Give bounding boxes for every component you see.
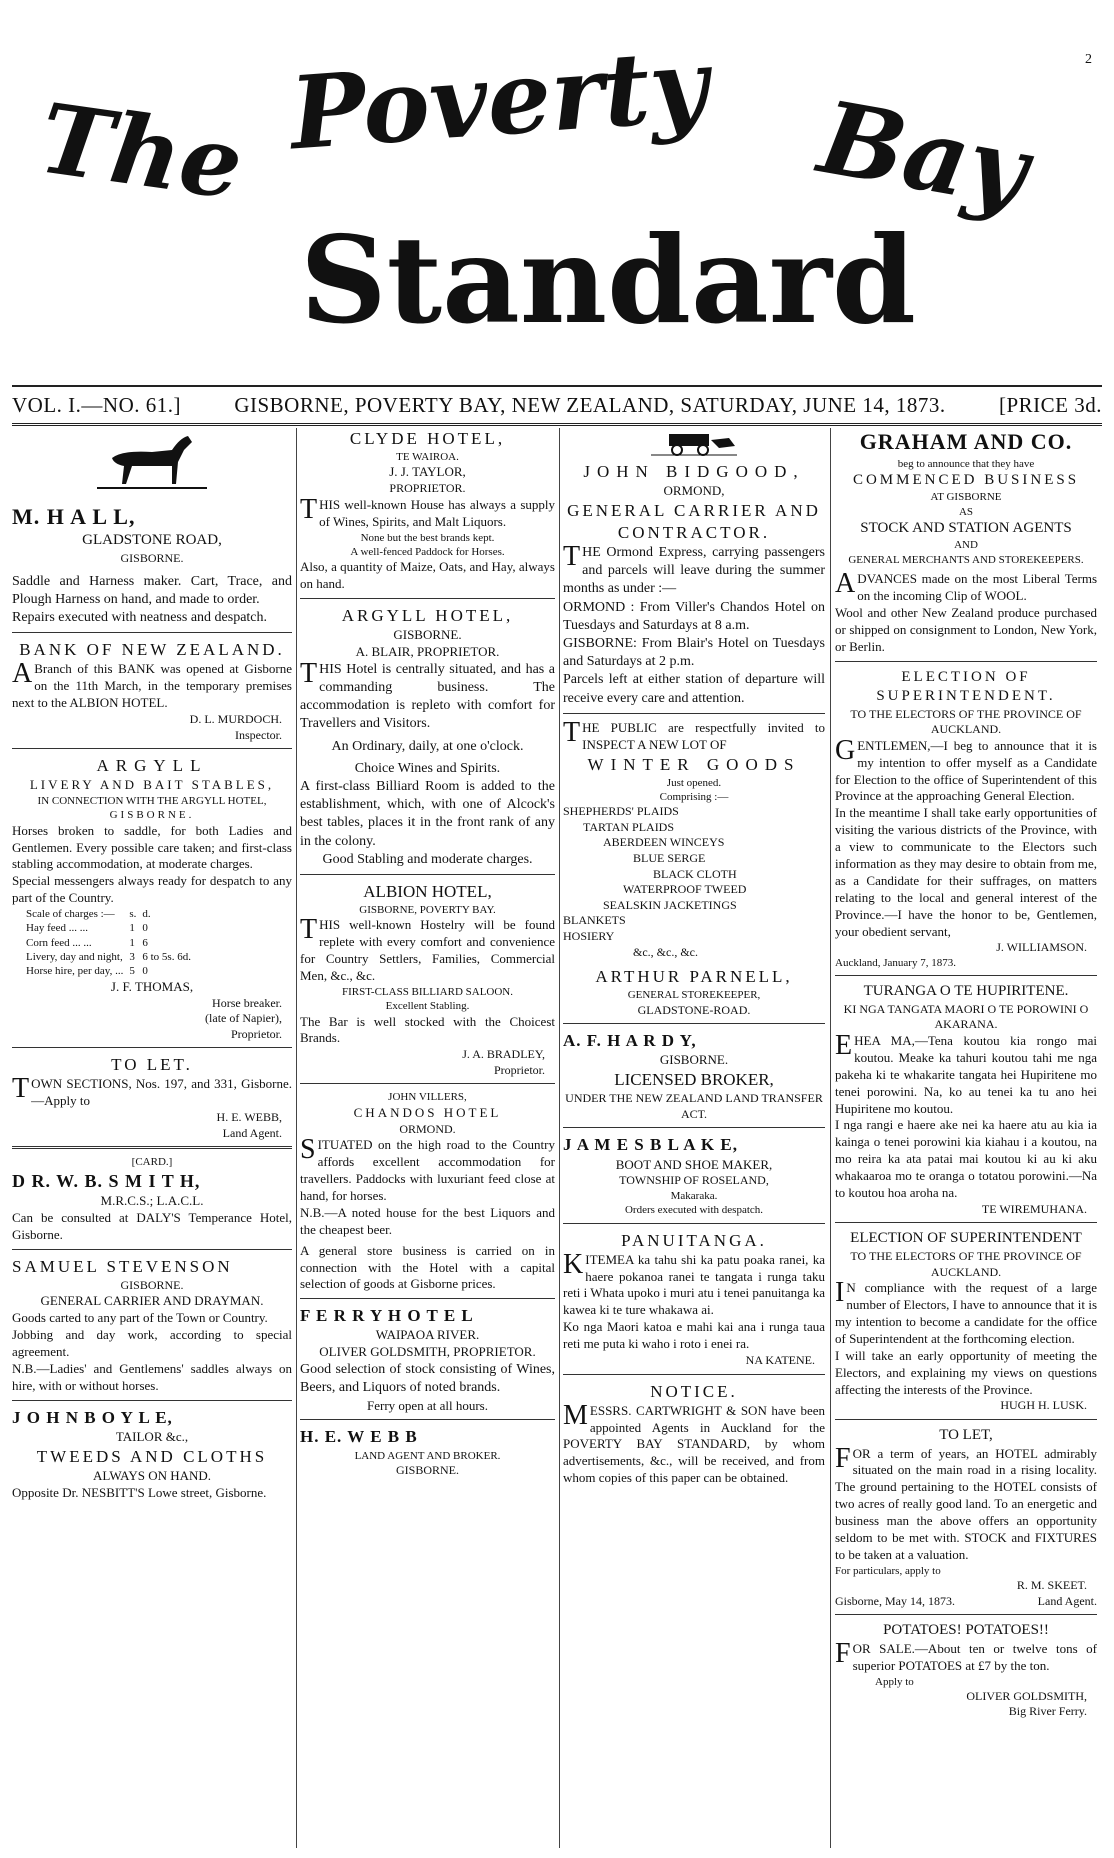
charge-label: Corn feed ... ...: [26, 936, 92, 949]
ad-stevenson-text1: Goods carted to any part of the Town or Country.: [12, 1310, 268, 1326]
ad-boyle-trade: TAILOR &c.,: [115, 1428, 189, 1444]
ad-argyll-sig2: Horse breaker.: [212, 995, 282, 1010]
ad-stevenson: [12, 1256, 292, 1401]
ad-bidgood-trade: GENERAL CARRIER AND CONTRACTOR.: [567, 500, 821, 542]
masthead-title-bay: Bay: [811, 77, 1037, 231]
list-item: BLUE SERGE: [633, 851, 706, 865]
ad-panuitanga: [563, 1230, 825, 1375]
dateline: [12, 385, 1102, 426]
ad-chandos-text: SITUATED on the high road to the Country affords excellent accommodation for travellers. Paddocks with luxuriant feed close at hand, for horses.: [300, 1134, 555, 1203]
charge-d: 6: [142, 936, 148, 949]
ad-albion-sig2: Proprietor.: [494, 1062, 545, 1077]
ad-clyde-hotel: [300, 428, 555, 599]
ad-tolet-hotel-text2: For particulars, apply to: [835, 1564, 941, 1577]
ad-graham-l6: AND: [954, 539, 978, 552]
ad-graham-l2: COMMENCED BUSINESS: [852, 471, 1080, 488]
list-item: BLACK CLOTH: [653, 866, 737, 881]
ad-graham: [835, 428, 1097, 662]
ad-blake-trade: BOOT AND SHOE MAKER,: [615, 1156, 773, 1172]
ad-chandos-title: CHANDOS HOTEL: [353, 1104, 502, 1120]
ad-smith: [12, 1155, 292, 1249]
ad-tolet-title: TO LET.: [111, 1055, 193, 1075]
ad-hall-town: GISBORNE.: [120, 550, 184, 565]
ad-argyll-sig: J. F. THOMAS,: [110, 978, 194, 994]
ad-election2-text2: I will take an early opportunity of meeting the Electors, and explaining my views on questions affecting the interests of the Province.: [835, 1347, 1097, 1397]
ad-ferry-place: WAIPAOA RIVER.: [375, 1327, 480, 1343]
ad-argyll-hotel: [300, 605, 555, 875]
list-item: BLANKETS: [563, 913, 626, 928]
ad-graham-text2: Wool and other New Zealand produce purchased or shipped on consignment to London, New York, or Berlin.: [835, 604, 1097, 654]
ad-tolet-hotel-date: Gisborne, May 14, 1873.: [835, 1593, 955, 1608]
list-item: TARTAN PLAIDS: [583, 819, 675, 834]
ad-election2-to: TO THE ELECTORS OF THE PROVINCE OF AUCKLAND.: [850, 1248, 1082, 1279]
ad-parnell-name: ARTHUR PARNELL,: [595, 967, 793, 987]
masthead: [0, 0, 1114, 378]
ad-ferry-prop: OLIVER GOLDSMITH, PROPRIETOR.: [319, 1344, 536, 1360]
ad-election1-sig: J. WILLIAMSON.: [996, 940, 1087, 955]
list-item: WATERPROOF TWEED: [623, 882, 747, 897]
charge-label: Livery, day and night,: [26, 951, 123, 964]
ad-stevenson-town: GISBORNE.: [120, 1277, 184, 1292]
ad-potatoes-text: FOR SALE.—About ten or twelve tons of superior POTATOES at £7 by the ton.: [835, 1637, 1097, 1673]
charges-head: Scale of charges :—: [26, 908, 115, 921]
column-rule: [559, 428, 560, 1848]
ad-bank-sig: D. L. MURDOCH.: [189, 711, 282, 726]
ad-panuitanga-text2: Ko nga Maori katoa e mahi kai ana i runga taua reti me puta ki waho i roto i enei ra.: [563, 1319, 825, 1352]
ad-bank-title: BANK OF NEW ZEALAND.: [19, 640, 285, 660]
ad-chandos-place: ORMOND.: [399, 1121, 456, 1136]
ad-albion-l1: FIRST-CLASS BILLIARD SALOON.: [341, 985, 514, 998]
ad-argyll-text2: Special messengers always ready for despatch to any part of the Country.: [12, 873, 292, 906]
charges-table: [26, 907, 197, 978]
ad-potatoes-title: POTATOES! POTATOES!!: [883, 1622, 1049, 1639]
ad-election1-date: Auckland, January 7, 1873.: [835, 957, 956, 969]
column-rule: [830, 428, 831, 1848]
charges-col-d: d.: [142, 908, 151, 921]
ad-argyll-hotel-l1: An Ordinary, daily, at one o'clock.: [331, 738, 524, 754]
ad-stevenson-name: SAMUEL STEVENSON: [12, 1256, 233, 1276]
ad-argyll-sig4: Proprietor.: [231, 1026, 282, 1041]
ad-blake-place2: Makaraka.: [670, 1189, 718, 1202]
ad-potatoes-text2: Apply to: [875, 1675, 914, 1688]
charge-s: 5: [129, 965, 135, 978]
ad-graham-l5: STOCK AND STATION AGENTS: [860, 519, 1072, 536]
ad-turanga-text2: I nga rangi e haere ake nei ka haere atu au kia ia kainga o tenei porowini kia kiahau i a koutou, na mo reira ka ata patai mai koutou ki au ki aku whakaaroa mo te oranga o totatou porowini.—Na to koutou hoa aroha na.: [835, 1117, 1097, 1200]
goods-list: [563, 804, 825, 960]
ad-election2-text: IN compliance with the request of a large number of Electors, I have to announce that it is my intention to become a candidate for the office of Superintendent at the forthcoming election.: [835, 1277, 1097, 1346]
page-number: 2: [1085, 52, 1092, 67]
ad-clyde-place: TE WAIROA.: [396, 451, 459, 464]
ad-stevenson-text2: Jobbing and day work, according to special agreement.: [12, 1327, 292, 1360]
ad-webb-name: H. E. W E B B: [300, 1427, 418, 1447]
ad-graham-l3: AT GISBORNE: [930, 491, 1002, 504]
coach-icon: [563, 428, 825, 461]
list-item: &c., &c., &c.: [633, 944, 698, 959]
ad-clyde-title: CLYDE HOTEL,: [349, 429, 506, 448]
ad-turanga-to: KI NGA TANGATA MAORI O TE POROWINI O AKARANA.: [843, 1001, 1089, 1032]
ad-tolet-hotel-sig2: Land Agent.: [1037, 1593, 1097, 1608]
ad-parnell-place: GLADSTONE-ROAD.: [637, 1002, 751, 1017]
ad-hall: [12, 428, 292, 633]
ad-albion-hotel: [300, 881, 555, 1085]
ad-hardy-text: UNDER THE NEW ZEALAND LAND TRANSFER ACT.: [565, 1091, 823, 1121]
ad-hall-text2: Repairs executed with neatness and despatch.: [12, 609, 268, 625]
ad-blake: [563, 1134, 825, 1223]
list-item: ABERDEEN WINCEYS: [603, 835, 725, 850]
horse-icon: [12, 428, 292, 503]
ad-turanga-sig: TE WIREMUHANA.: [981, 1201, 1087, 1216]
ad-boyle: [12, 1407, 292, 1507]
ad-parnell-title: WINTER GOODS: [587, 754, 801, 774]
charge-s: 3: [129, 951, 135, 964]
ad-argyll-hotel-title: ARGYLL HOTEL,: [341, 606, 514, 626]
ad-potatoes-sig: OLIVER GOLDSMITH,: [966, 1688, 1087, 1703]
ad-argyll-hotel-text: THIS Hotel is centrally situated, and has a commanding business. The accommodation is repleto with comfort for Travellers and Visitors.: [300, 657, 555, 732]
ad-webb-town: GISBORNE.: [395, 1462, 459, 1477]
ad-blake-place: TOWNSHIP OF ROSELAND,: [619, 1173, 769, 1188]
ad-election2-sig: HUGH H. LUSK.: [1000, 1398, 1087, 1413]
ad-albion-sig: J. A. BRADLEY,: [462, 1047, 545, 1062]
ad-chandos-owner: JOHN VILLERS,: [388, 1091, 467, 1104]
ad-argyll-conn: IN CONNECTION WITH THE ARGYLL HOTEL,: [37, 795, 267, 808]
ad-argyll-hotel-l4: Good Stabling and moderate charges.: [322, 851, 533, 867]
ad-panuitanga-text: KITEMEA ka tahu shi ka patu poaka ranei, ka haere pokanoa ranei te tangata i runga taku reti i Whata upoko i muri atu i tenei panuitanga ka kawea ki te ture whakawa ai.: [563, 1248, 825, 1318]
ad-panuitanga-sig: NA KATENE.: [745, 1353, 815, 1368]
ad-chandos-l1: N.B.—A noted house for the best Liquors and the cheapest beer.: [300, 1204, 555, 1237]
table-row: [26, 964, 197, 978]
ad-bidgood: [563, 428, 825, 714]
ad-ferry-hotel: [300, 1305, 555, 1420]
ad-election1-text: GENTLEMEN,—I beg to announce that it is my intention to offer myself as a Candidate for Election to the office of Superintendent of this Province at the approaching General Election.: [835, 734, 1097, 804]
ad-clyde-l1: None but the best brands kept.: [360, 531, 495, 544]
ad-graham-text: ADVANCES made on the most Liberal Terms on the incoming Clip of WOOL.: [835, 568, 1097, 603]
ad-bidgood-l1: ORMOND : From Viller's Chandos Hotel on Tuesdays and Saturdays at 8 a.m.: [563, 599, 825, 633]
ad-bidgood-name: JOHN BIDGOOD,: [583, 461, 805, 481]
ad-parnell-intro: THE PUBLIC are respectfully invited to INSPECT A NEW LOT OF: [563, 716, 825, 752]
charge-s: 1: [129, 922, 135, 935]
ad-bidgood-l3: Parcels left at either station of departure will receive every care and attention.: [563, 672, 825, 706]
ad-tolet: [12, 1054, 292, 1149]
column-4: [835, 428, 1097, 1848]
column-3: [563, 428, 825, 1848]
ad-chandos-l2: A general store business is carried on in connection with the Hotel with a capital selection of goods at Gisborne prices.: [300, 1242, 555, 1292]
ad-smith-text: Can be consulted at DALY'S Temperance Hotel, Gisborne.: [12, 1209, 292, 1242]
ad-graham-title: GRAHAM AND CO.: [859, 429, 1073, 454]
ad-boyle-text: Opposite Dr. NESBITT'S Lowe street, Gisborne.: [12, 1484, 267, 1500]
ad-albion-l2: Excellent Stabling.: [385, 1000, 470, 1013]
ad-argyll-hotel-prop: A. BLAIR, PROPRIETOR.: [355, 644, 500, 660]
list-item: SEALSKIN JACKETINGS: [603, 897, 737, 912]
charges-head-row: [26, 907, 197, 921]
ad-albion-town: GISBORNE, POVERTY BAY.: [359, 904, 496, 917]
ad-argyll-title: ARGYLL: [96, 756, 208, 776]
ad-turanga: [835, 982, 1097, 1223]
ad-boyle-name: J O H N B O Y L E,: [12, 1407, 173, 1427]
ad-parnell-trade: GENERAL STOREKEEPER,: [627, 989, 761, 1002]
masthead-title-poverty: Poverty: [286, 25, 712, 173]
ad-hardy-name: A. F. H A R D Y,: [563, 1031, 697, 1051]
ad-bidgood-l2: GISBORNE: From Blair's Hotel on Tuesdays and Saturdays at 2 p.m.: [563, 636, 825, 670]
ad-parnell-comprising: Comprising :—: [659, 790, 729, 803]
masthead-title-the: The: [33, 81, 250, 222]
ad-panuitanga-title: PANUITANGA.: [621, 1230, 767, 1250]
ad-smith-card: [CARD.]: [131, 1156, 173, 1169]
ad-hardy-trade: LICENSED BROKER,: [614, 1070, 774, 1090]
table-row: [26, 950, 197, 964]
ad-smith-name: D R. W. B. S M I T H,: [12, 1170, 201, 1191]
charge-d: 0: [142, 922, 148, 935]
ad-boyle-line: TWEEDS AND CLOTHS: [36, 1446, 268, 1466]
ad-ferry-text: Good selection of stock consisting of Wines, Beers, and Liquors of noted brands.: [300, 1362, 555, 1396]
ad-argyll-hotel-l2: Choice Wines and Spirits.: [354, 760, 501, 776]
ad-argyll-sig3: (late of Napier),: [205, 1011, 282, 1026]
ad-stevenson-trade: GENERAL CARRIER AND DRAYMAN.: [40, 1293, 264, 1309]
ad-hall-text: Saddle and Harness maker. Cart, Trace, and Plough Harness on hand, and made to order.: [12, 573, 292, 607]
ad-tolet-hotel-sig: R. M. SKEET.: [1016, 1578, 1087, 1593]
ad-bank-text: ABranch of this BANK was opened at Gisborne on the 11th March, in the temporary premises next to the ALBION HOTEL.: [12, 658, 292, 711]
ad-notice-title: NOTICE.: [650, 1381, 738, 1401]
ad-election-lusk: [835, 1229, 1097, 1420]
ad-tolet-sig: H. E. WEBB,: [216, 1110, 282, 1125]
ad-bidgood-place: ORMOND,: [663, 482, 725, 498]
ad-potatoes-sig2: Big River Ferry.: [1008, 1704, 1087, 1719]
ad-ferry-title: F E R R Y H O T E L: [300, 1306, 474, 1326]
ad-argyll-hotel-l3: A first-class Billiard Room is added to the establishment, which, with one of Alcock's best tables, places it in the front rank of any in the colony.: [300, 779, 555, 849]
ad-election2-title: ELECTION OF SUPERINTENDENT: [850, 1230, 1082, 1247]
price: [PRICE 3d.: [998, 392, 1102, 417]
ad-argyll-hotel-town: GISBORNE.: [393, 627, 462, 643]
ad-graham-l7: GENERAL MERCHANTS AND STOREKEEPERS.: [848, 553, 1084, 566]
ad-clyde-l3: Also, a quantity of Maize, Oats, and Hay, always on hand.: [300, 559, 555, 592]
ad-tolet-hotel-text: FOR a term of years, an HOTEL admirably situated on the main road in a rising locality. The ground pertaining to the HOTEL consists of two acres of really good land. To an energetic and business man the above offers an opportunity seldom to be met with. STOCK and FIXTURES to be taken at a valuation.: [835, 1442, 1097, 1562]
ad-argyll-stables: [12, 755, 292, 1048]
ad-tolet-text: TOWN SECTIONS, Nos. 197, and 331, Gisborne.—Apply to: [12, 1073, 292, 1109]
ad-chandos-hotel: [300, 1090, 555, 1299]
ad-clyde-prop-title: PROPRIETOR.: [389, 481, 466, 496]
ad-hardy: [563, 1030, 825, 1128]
list-item: HOSIERY: [563, 928, 615, 943]
ad-notice: [563, 1381, 825, 1493]
ad-bank-sig-title: Inspector.: [235, 727, 282, 742]
charges-col-s: s.: [129, 908, 137, 921]
ad-election-williamson: [835, 668, 1097, 977]
ad-argyll-sub: LIVERY AND BAIT STABLES,: [29, 777, 275, 793]
ad-clyde-prop: J. J. TAYLOR,: [389, 464, 466, 480]
list-item: SHEPHERDS' PLAIDS: [563, 804, 679, 819]
table-row: [26, 936, 197, 950]
ad-hall-name: M. H A L L,: [12, 503, 136, 529]
ad-parnell-opened: Just opened.: [666, 776, 722, 789]
ad-argyll-text: Horses broken to saddle, for both Ladies and Gentlemen. Every possible care taken; and first-class stabling accommodation, at moderate charges.: [12, 822, 292, 872]
ad-tolet-sig2: Land Agent.: [222, 1125, 282, 1140]
ad-bank: [12, 639, 292, 749]
ad-tolet-hotel-title: TO LET,: [939, 1427, 993, 1443]
ad-notice-text: MESSRS. CARTWRIGHT & SON have been appointed Agents in Auckland for the POVERTY BAY STANDARD, by whom advertisements, &c., will be received, and from whom copies of this paper can be obtained.: [563, 1399, 825, 1486]
column-1: [12, 428, 292, 1848]
ad-clyde-l2: A well-fenced Paddock for Horses.: [350, 545, 505, 558]
volume-number: VOL. I.—NO. 61.]: [12, 392, 181, 417]
ad-election1-text2: In the meantime I shall take early opportunities of visiting the various districts of the Province, with a view to communicate to the Electors such information as they may desire to obtain from me, as a Candidate for their suffrages, on matters relating to the local and general interest of the Province.—I have the honor to be, Gentlemen, your obedient servant,: [835, 805, 1097, 939]
ad-stevenson-text3: N.B.—Ladies' and Gentlemens' saddles always on hire, with or without horses.: [12, 1360, 292, 1393]
ad-albion-title: ALBION HOTEL,: [363, 881, 492, 901]
ad-boyle-line2: ALWAYS ON HAND.: [92, 1467, 212, 1483]
ad-blake-name: J A M E S B L A K E,: [563, 1135, 738, 1155]
charge-s: 1: [129, 936, 135, 949]
ad-clyde-text: THIS well-known House has always a supply of Wines, Spirits, and Malt Liquors.: [300, 493, 555, 529]
place-date: GISBORNE, POVERTY BAY, NEW ZEALAND, SATURDAY, JUNE 14, 1873.: [234, 392, 946, 417]
masthead-title-standard: Standard: [300, 210, 916, 351]
ad-blake-text: Orders executed with despatch.: [624, 1204, 764, 1217]
charge-label: Hay feed ... ...: [26, 922, 89, 935]
ad-albion-l3: The Bar is well stocked with the Choicest Brands.: [300, 1013, 555, 1046]
ad-election1-to: TO THE ELECTORS OF THE PROVINCE OF AUCKLAND.: [850, 706, 1082, 737]
ad-potatoes: [835, 1621, 1097, 1725]
column-2: [300, 428, 555, 1848]
ad-albion-text: THIS well-known Hostelry will be found replete with every comfort and convenience for Country Settlers, Families, Commercial Men, &c., &c.: [300, 914, 555, 984]
ad-tolet-hotel: [835, 1426, 1097, 1615]
charge-d: 0: [142, 965, 148, 978]
ad-argyll-town: GISBORNE.: [109, 809, 195, 822]
ad-hardy-town: GISBORNE.: [659, 1052, 729, 1068]
ad-ferry-l1: Ferry open at all hours.: [367, 1397, 488, 1413]
ad-webb: [300, 1426, 555, 1483]
ad-webb-trade: LAND AGENT AND BROKER.: [354, 1449, 501, 1462]
ad-parnell: [563, 716, 825, 1024]
table-row: [26, 921, 197, 935]
ad-graham-l1: beg to announce that they have: [897, 457, 1035, 470]
ad-election1-title: ELECTION OF SUPERINTENDENT.: [876, 668, 1056, 705]
charge-label: Horse hire, per day, ...: [26, 965, 124, 978]
charge-d: 6 to 5s. 6d.: [142, 951, 191, 964]
column-rule: [296, 428, 297, 1848]
ad-turanga-text: EHEA MA,—Tena koutou kia rongo mai koutou. Meake ka tahuri koutou tahi me nga pakeha ki te whakarite tangata hei Hupiritene mo tenei porowini. Na, ko au tenei ka tu ano hei Hupiritene mo koutou.: [835, 1029, 1097, 1116]
ad-bidgood-text: THE Ormond Express, carrying passengers and parcels will leave during the summer months as under :—: [563, 541, 825, 597]
ad-graham-l4: AS: [958, 505, 974, 518]
ad-turanga-title: TURANGA O TE HUPIRITENE.: [863, 983, 1069, 1000]
ad-hall-address: GLADSTONE ROAD,: [82, 532, 222, 549]
ad-smith-quals: M.R.C.S.; L.A.C.L.: [100, 1193, 204, 1209]
